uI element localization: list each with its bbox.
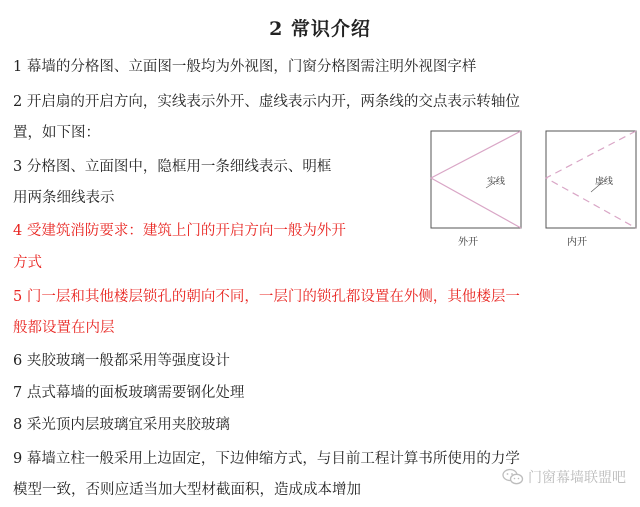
item-line-12: 9 幕墙立柱一般采用上边固定，下边伸缩方式，与目前工程计算书所使用的力学 [13, 451, 520, 467]
item-line-4: 用两条细线表示 [13, 190, 115, 206]
solid-line-label: 实线 [487, 177, 506, 187]
item-line-10: 7 点式幕墙的面板玻璃需要钢化处理 [13, 385, 245, 401]
watermark-text: 门窗幕墙联盟吧 [528, 470, 626, 486]
figure-inward-opening [545, 130, 635, 248]
dashed-line-label: 虚线 [595, 177, 614, 187]
watermark [502, 467, 626, 487]
item-line-7: 5 门一层和其他楼层锁孔的朝向不同，一层门的锁孔都设置在外侧，其他楼层一 [13, 289, 520, 305]
item-line-1: 2 开启扇的开启方向，实线表示外开、虚线表示内开，两条线的交点表示转轴位 [13, 94, 520, 110]
item-line-0: 1 幕墙的分格图、立面图一般均为外视图，门窗分格图需注明外视图字样 [13, 59, 477, 75]
item-line-5: 4 受建筑消防要求：建筑上门的开启方向一般为外开 [13, 223, 346, 239]
inward-opening-diagram [545, 130, 637, 230]
wechat-icon [502, 468, 524, 486]
inward-caption: 内开 [567, 237, 587, 248]
page-title: 2 常识介绍 [269, 18, 371, 40]
figure-outward-opening [430, 130, 520, 248]
item-line-2: 置，如下图： [13, 125, 100, 141]
outward-opening-diagram [430, 130, 522, 230]
outward-caption: 外开 [458, 237, 478, 248]
item-line-13: 模型一致，否则应适当加大型材截面积，造成成本增加 [13, 482, 361, 498]
item-line-11: 8 采光顶内层玻璃宜采用夹胶玻璃 [13, 417, 230, 433]
item-line-8: 般都设置在内层 [13, 320, 115, 336]
item-line-3: 3 分格图、立面图中，隐框用一条细线表示、明框 [13, 159, 332, 175]
item-line-6: 方式 [13, 255, 42, 271]
item-line-9: 6 夹胶玻璃一般都采用等强度设计 [13, 353, 230, 369]
